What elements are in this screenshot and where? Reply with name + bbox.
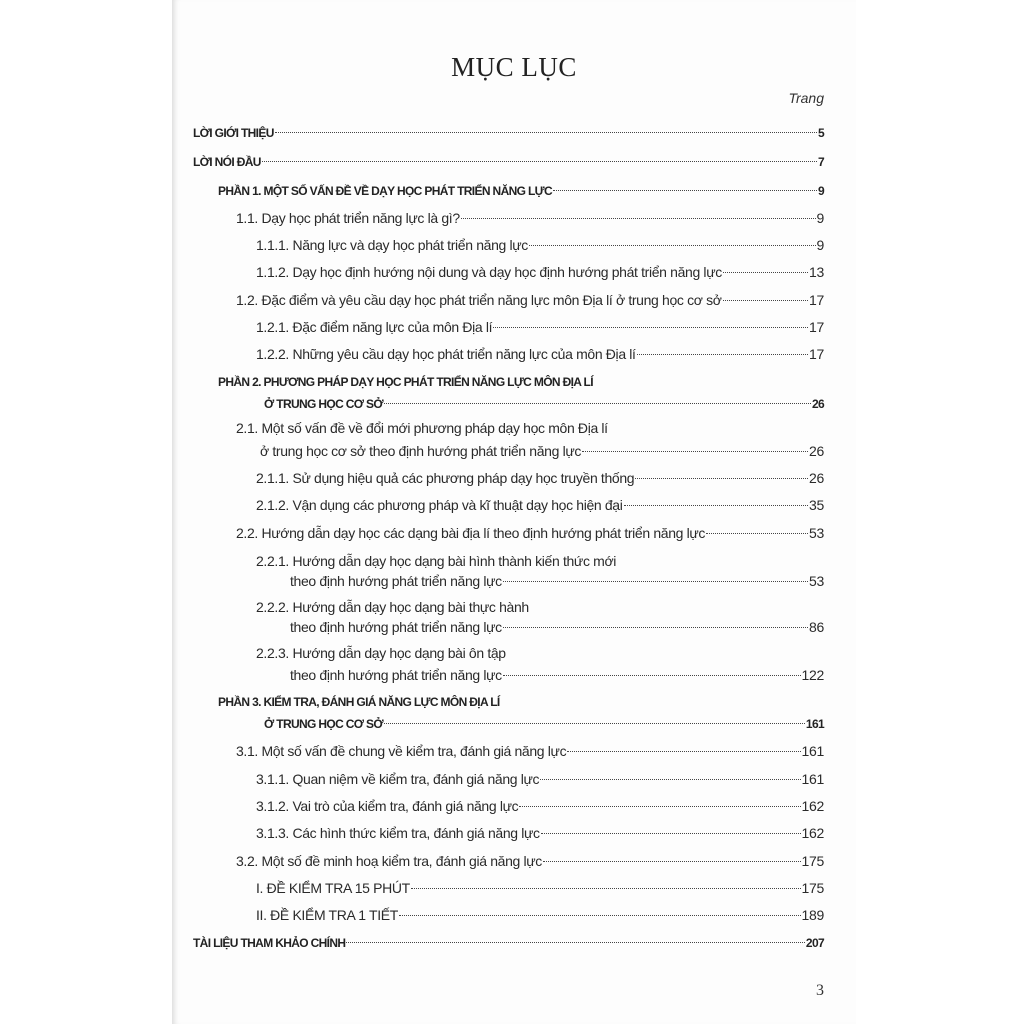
toc-label: 1.1. Dạy học phát triển năng lực là gì? bbox=[236, 210, 460, 226]
toc-label: 2.2.2. Hướng dẫn dạy học dạng bài thực hành bbox=[256, 599, 529, 615]
toc-label: TÀI LIỆU THAM KHẢO CHÍNH bbox=[193, 936, 346, 950]
toc-label: 2.2.3. Hướng dẫn dạy học dạng bài ôn tập bbox=[256, 645, 506, 661]
toc-label-line2: Ở TRUNG HỌC CƠ SỞ bbox=[264, 397, 383, 411]
toc-entry[interactable] bbox=[256, 468, 824, 488]
toc-entry[interactable] bbox=[256, 495, 824, 515]
dot-leader bbox=[723, 272, 808, 273]
toc-label: 2.1.1. Sử dụng hiệu quả các phương pháp dạy học truyền thống bbox=[256, 470, 635, 486]
toc-entry-part-2[interactable] bbox=[218, 372, 824, 412]
toc-label: II. ĐỀ KIỂM TRA 1 TIẾT bbox=[256, 907, 398, 923]
toc-page: 17 bbox=[809, 346, 824, 362]
toc-page: 9 bbox=[817, 184, 824, 198]
toc-label-line2: ở trung học cơ sở theo định hướng phát triển năng lực bbox=[260, 443, 581, 459]
toc-entry[interactable] bbox=[256, 796, 824, 816]
toc-entry-continuation bbox=[290, 617, 824, 637]
toc-label: 3.2. Một số đề minh hoạ kiểm tra, đánh giá năng lực bbox=[236, 853, 542, 869]
toc-entry-continuation bbox=[260, 441, 824, 461]
dot-leader bbox=[624, 505, 809, 506]
dot-leader bbox=[582, 451, 808, 452]
toc-page: 26 bbox=[811, 397, 824, 411]
dot-leader bbox=[262, 161, 817, 162]
dot-leader bbox=[411, 888, 801, 889]
toc-label: LỜI NÓI ĐẦU bbox=[193, 155, 261, 169]
toc-page: 26 bbox=[809, 470, 824, 486]
page-number: 3 bbox=[816, 982, 824, 999]
toc-entry-part-3[interactable] bbox=[218, 692, 824, 732]
toc-entry-continuation bbox=[290, 571, 824, 591]
toc-entry[interactable] bbox=[256, 344, 824, 364]
toc-page: 86 bbox=[809, 619, 824, 635]
toc-entry[interactable] bbox=[256, 262, 824, 282]
toc-entry[interactable] bbox=[193, 152, 824, 172]
toc-entry[interactable] bbox=[236, 208, 824, 228]
toc-page: 17 bbox=[809, 292, 824, 308]
toc-label: PHẦN 2. PHƯƠNG PHÁP DẠY HỌC PHÁT TRIỂN NĂNG LỰC MÔN ĐỊA LÍ bbox=[218, 375, 593, 389]
toc-entry[interactable] bbox=[256, 878, 824, 898]
toc-page: 175 bbox=[801, 880, 824, 896]
toc-label: PHẦN 3. KIỂM TRA, ĐÁNH GIÁ NĂNG LỰC MÔN ĐỊA LÍ bbox=[218, 695, 500, 709]
dot-leader bbox=[493, 327, 808, 328]
dot-leader bbox=[541, 833, 801, 834]
dot-leader bbox=[384, 403, 811, 404]
toc-label: 3.1.2. Vai trò của kiểm tra, đánh giá năng lực bbox=[256, 798, 519, 814]
dot-leader bbox=[529, 245, 816, 246]
dot-leader bbox=[275, 132, 817, 133]
dot-leader bbox=[706, 533, 808, 534]
page-column-label: Trang bbox=[788, 90, 824, 106]
toc-label: 3.1.1. Quan niệm về kiểm tra, đánh giá năng lực bbox=[256, 771, 540, 787]
toc-label: PHẦN 1. MỘT SỐ VẤN ĐỀ VỀ DẠY HỌC PHÁT TRIỂN NĂNG LỰC bbox=[218, 184, 552, 198]
toc-entry[interactable] bbox=[193, 123, 824, 143]
toc-label: 1.1.1. Năng lực và dạy học phát triển năng lực bbox=[256, 237, 528, 253]
toc-label-line2: theo định hướng phát triển năng lực bbox=[290, 667, 502, 683]
book-page bbox=[172, 0, 856, 1024]
toc-page: 5 bbox=[817, 126, 824, 140]
toc-entry[interactable] bbox=[256, 317, 824, 337]
toc-page: 7 bbox=[817, 155, 824, 169]
toc-entry[interactable] bbox=[256, 551, 824, 591]
toc-entry[interactable] bbox=[193, 933, 824, 953]
toc-page: 9 bbox=[816, 210, 824, 226]
toc-page: 17 bbox=[809, 319, 824, 335]
toc-label: 1.1.2. Dạy học định hướng nội dung và dạy học định hướng phát triển năng lực bbox=[256, 264, 722, 280]
toc-entry[interactable] bbox=[256, 643, 824, 683]
toc-label: 1.2.2. Những yêu cầu dạy học phát triển năng lực của môn Địa lí bbox=[256, 346, 636, 362]
toc-entry[interactable] bbox=[218, 181, 824, 201]
toc-page: 13 bbox=[809, 264, 824, 280]
toc-label: 3.1. Một số vấn đề chung về kiểm tra, đánh giá năng lực bbox=[236, 743, 567, 759]
toc-page: 122 bbox=[801, 667, 824, 683]
toc-entry-continuation bbox=[264, 394, 824, 414]
dot-leader bbox=[543, 861, 801, 862]
dot-leader bbox=[567, 751, 800, 752]
toc-label: LỜI GIỚI THIỆU bbox=[193, 126, 274, 140]
dot-leader bbox=[346, 942, 805, 943]
dot-leader bbox=[461, 218, 816, 219]
toc-page: 162 bbox=[801, 825, 824, 841]
toc-label: 2.2.1. Hướng dẫn dạy học dạng bài hình thành kiến thức mới bbox=[256, 553, 617, 569]
toc-entry[interactable] bbox=[256, 235, 824, 255]
toc-entry-continuation bbox=[290, 665, 824, 685]
dot-leader bbox=[519, 806, 800, 807]
dot-leader bbox=[635, 478, 808, 479]
toc-entry[interactable] bbox=[236, 523, 824, 543]
toc-page: 53 bbox=[809, 525, 824, 541]
toc-entry[interactable] bbox=[256, 823, 824, 843]
toc-label: 2.2. Hướng dẫn dạy học các dạng bài địa lí theo định hướng phát triển năng lực bbox=[236, 525, 706, 541]
toc-page: 35 bbox=[809, 497, 824, 513]
toc-entry[interactable] bbox=[236, 418, 824, 458]
toc-page: 161 bbox=[801, 771, 824, 787]
toc-entry[interactable] bbox=[236, 851, 824, 871]
dot-leader bbox=[540, 779, 800, 780]
toc-entry-continuation bbox=[264, 714, 824, 734]
toc-entry[interactable] bbox=[236, 290, 824, 310]
dot-leader bbox=[384, 723, 805, 724]
toc-page: 53 bbox=[809, 573, 824, 589]
toc-label-line2: Ở TRUNG HỌC CƠ SỞ bbox=[264, 717, 383, 731]
toc-label: 1.2. Đặc điểm và yêu cầu dạy học phát triển năng lực môn Địa lí ở trung học cơ sở bbox=[236, 292, 722, 308]
toc-page: 161 bbox=[801, 743, 824, 759]
toc-label: 3.1.3. Các hình thức kiểm tra, đánh giá năng lực bbox=[256, 825, 540, 841]
toc-entry[interactable] bbox=[236, 741, 824, 761]
dot-leader bbox=[503, 581, 808, 582]
dot-leader bbox=[503, 627, 808, 628]
toc-page: 207 bbox=[805, 936, 824, 950]
toc-label: 2.1.2. Vận dụng các phương pháp và kĩ thuật dạy học hiện đại bbox=[256, 497, 623, 513]
dot-leader bbox=[637, 354, 808, 355]
dot-leader bbox=[723, 300, 808, 301]
toc-page: 189 bbox=[801, 907, 824, 923]
toc-page: 9 bbox=[816, 237, 824, 253]
toc-label-line2: theo định hướng phát triển năng lực bbox=[290, 573, 502, 589]
toc-page: 162 bbox=[801, 798, 824, 814]
dot-leader bbox=[503, 675, 801, 676]
toc-entry[interactable] bbox=[256, 905, 824, 925]
toc-entry[interactable] bbox=[256, 769, 824, 789]
page-title: MỤC LỤC bbox=[451, 52, 577, 82]
dot-leader bbox=[553, 190, 817, 191]
toc-label: 1.2.1. Đặc điểm năng lực của môn Địa lí bbox=[256, 319, 493, 335]
toc-page: 175 bbox=[801, 853, 824, 869]
toc-entry[interactable] bbox=[256, 597, 824, 637]
toc-label: I. ĐỀ KIỂM TRA 15 PHÚT bbox=[256, 880, 410, 896]
toc-page: 161 bbox=[805, 717, 824, 731]
dot-leader bbox=[399, 915, 801, 916]
toc-label-line2: theo định hướng phát triển năng lực bbox=[290, 619, 502, 635]
toc-label: 2.1. Một số vấn đề về đổi mới phương pháp dạy học môn Địa lí bbox=[236, 420, 608, 436]
toc-page: 26 bbox=[809, 443, 824, 459]
